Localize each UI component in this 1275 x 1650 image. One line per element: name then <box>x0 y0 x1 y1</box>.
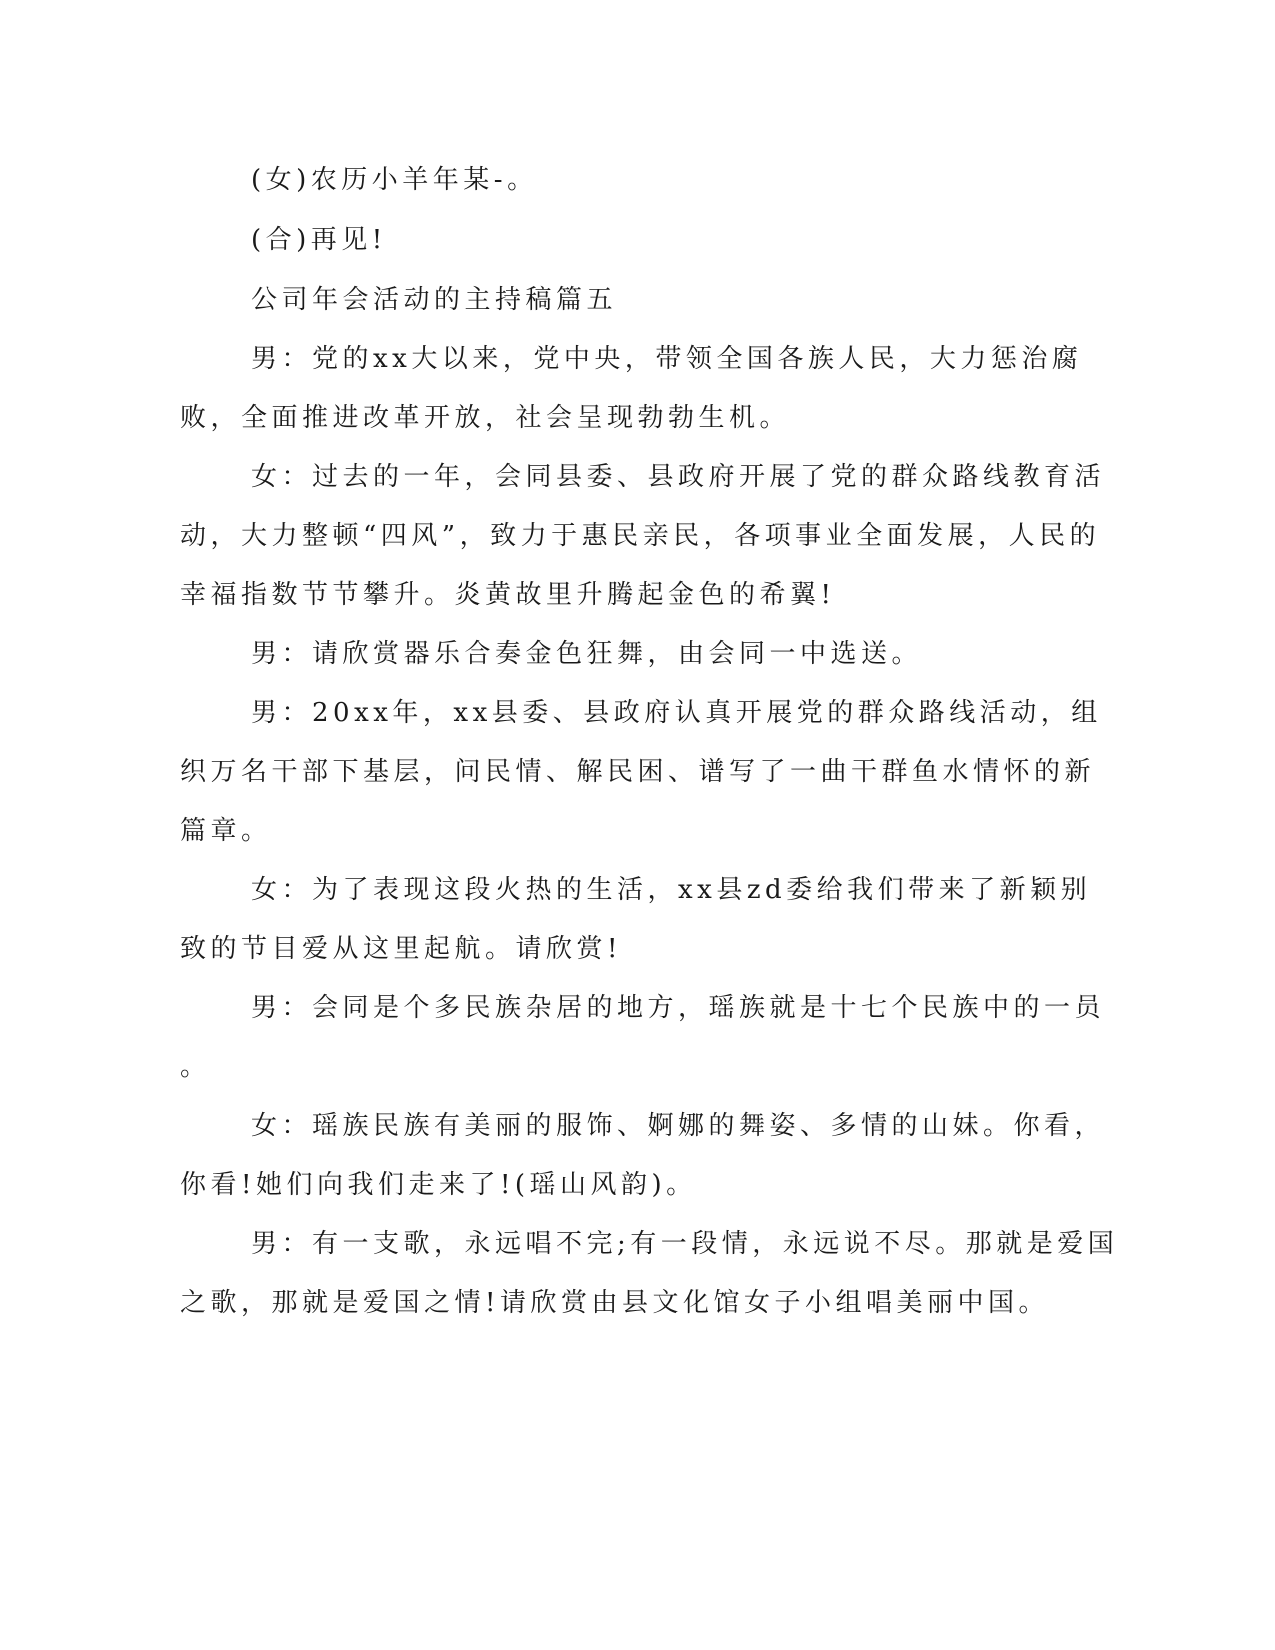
paragraph-line: 男：党的xx大以来，党中央，带领全国各族人民，大力惩治腐 <box>251 344 1083 374</box>
paragraph-together-goodbye: (合)再见! <box>251 225 387 255</box>
paragraph-line: 致的节目爱从这里起航。请欣赏! <box>180 934 622 964</box>
paragraph-line: 女：为了表现这段火热的生活，xx县zd委给我们带来了新颖别 <box>251 875 1092 905</box>
paragraph-line: 织万名干部下基层，问民情、解民困、谱写了一曲干群鱼水情怀的新 <box>180 757 1096 787</box>
paragraph-line: 男：20xx年，xx县委、县政府认真开展党的群众路线活动，组 <box>251 698 1102 728</box>
paragraph-line: 。 <box>180 1052 211 1082</box>
paragraph-line: 动，大力整顿“四风”，致力于惠民亲民，各项事业全面发展，人民的 <box>180 521 1101 551</box>
paragraph-line: 女：过去的一年，会同县委、县政府开展了党的群众路线教育活 <box>251 462 1106 492</box>
paragraph-female-lunar-year: (女)农历小羊年某-。 <box>251 165 538 195</box>
paragraph-line: 你看!她们向我们走来了!(瑶山风韵)。 <box>180 1170 697 1200</box>
paragraph-line: 败，全面推进改革开放，社会呈现勃勃生机。 <box>180 403 791 433</box>
paragraph-line: 篇章。 <box>180 816 272 846</box>
paragraph-line: 男：会同是个多民族杂居的地方，瑶族就是十七个民族中的一员 <box>251 993 1106 1023</box>
paragraph-line: 幸福指数节节攀升。炎黄故里升腾起金色的希翼! <box>180 580 836 610</box>
paragraph-line: 女：瑶族民族有美丽的服饰、婀娜的舞姿、多情的山妹。你看， <box>251 1111 1106 1141</box>
paragraph-line: 男：有一支歌，永远唱不完;有一段情，永远说不尽。那就是爱国 <box>251 1229 1119 1259</box>
paragraph-line: 之歌，那就是爱国之情!请欣赏由县文化馆女子小组唱美丽中国。 <box>180 1288 1049 1318</box>
paragraph-line: 男：请欣赏器乐合奏金色狂舞，由会同一中选送。 <box>251 639 923 669</box>
section-heading: 公司年会活动的主持稿篇五 <box>251 285 618 315</box>
